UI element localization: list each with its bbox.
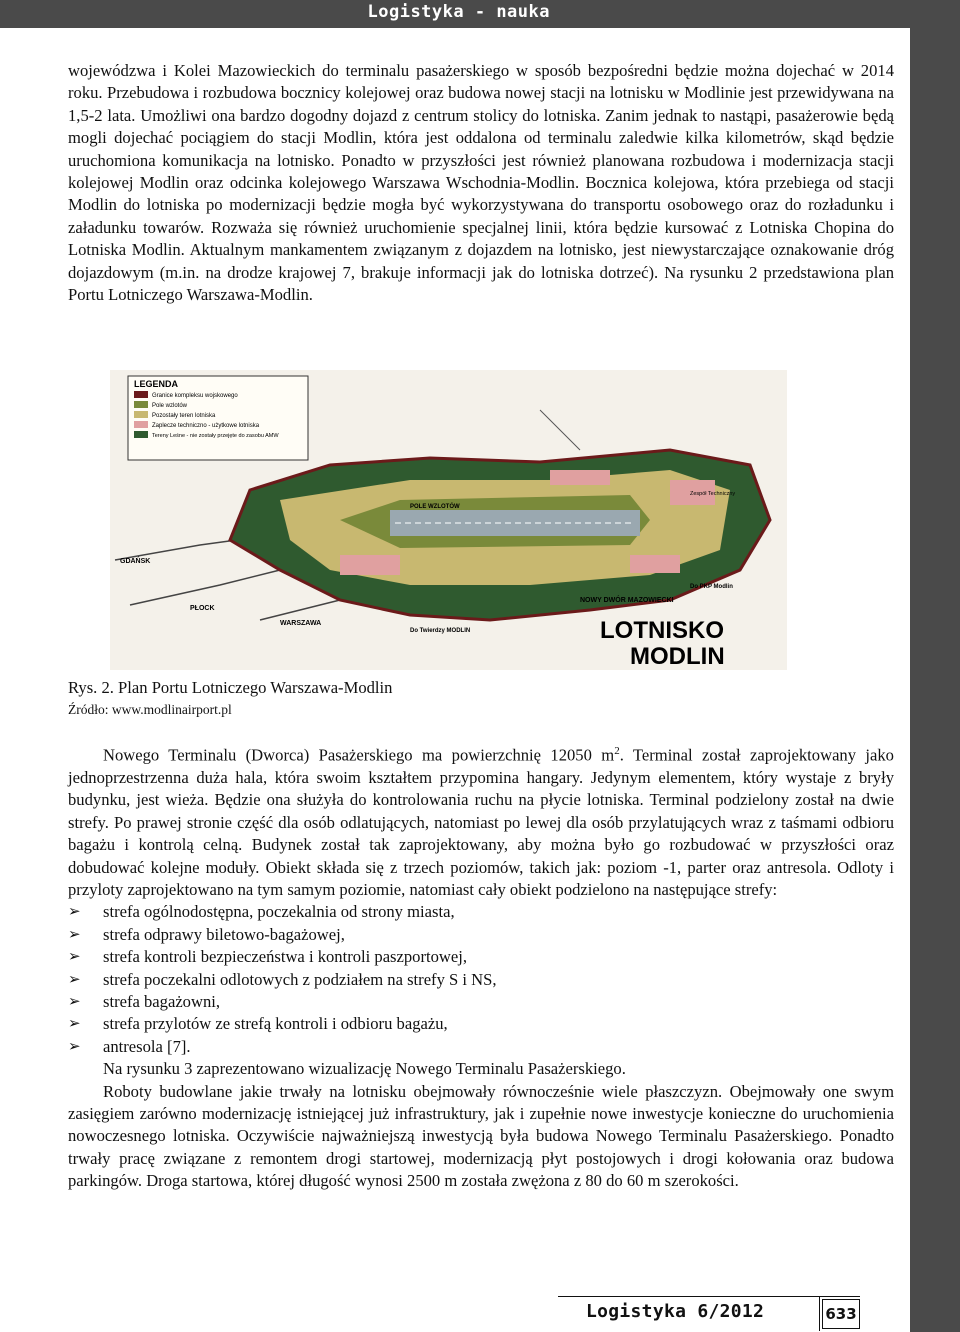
legend-swatch-0 [134, 391, 148, 398]
label-pkp: Do PKP Modlin [690, 584, 733, 590]
zones-list [68, 901, 894, 1058]
tech-zone-1 [340, 555, 400, 575]
arrow-bullet-icon: ➢ [68, 1038, 81, 1055]
list-item: ➢ strefa przylotów ze strefą kontroli i odbioru bagażu, [68, 1013, 894, 1035]
tech-zone-4 [630, 555, 680, 573]
legend-swatch-3 [134, 421, 148, 428]
arrow-bullet-icon: ➢ [68, 1016, 81, 1033]
terminal-text-part2: . Terminal został zaprojektowany jako jednoprzestrzenna duża hala, która swoim kształtem przypomina hangary. Jedynym elementem, który wystaje z bryły budynku, jest wieża. Będzie ona służyła do kontrolowania ruchu na płycie lotniska. Terminal podzielony został na dwie strefy. Po prawej stronie część dla osób odlatujących, natomiast po lewej dla osób przylatujących wraz z taśmami odbioru bagażu i kontrolą celną. Budynek został tak zaprojektowany, aby można było go rozbudować w przyszłości oraz dobudować kolejne moduły. Obiekt składa się z trzech poziomów, takich jak: poziom -1, parter oraz antresola. Odloty i przyloty zaprojektowano na tym samym poziomie, natomiast cały obiekt podzielono na następujące strefy: [68, 745, 894, 899]
journal-title: Logistyka - nauka [367, 2, 550, 22]
footer-divider [819, 1297, 820, 1331]
runway-label: POLE WZLOTÓW [410, 504, 460, 510]
plan-title-line2: MODLIN [630, 643, 725, 670]
final-paragraph: Roboty budowlane jakie trwały na lotnisku obejmowały równocześnie wiele płaszczyzn. Obejmowały one swym zasięgiem zarówno modernizację istniejącej już infrastruktury, jak i zupełnie nowe inwestycje konieczne do uruchomienia nowoczesnego lotniska. Oczywiście najważniejszą inwestycją była budowa Nowego Terminalu Pasażerskiego. Ponadto trwały pracę związane z remontem drogi startowej, modernizacją płyt postojowych i drogi kołowania oraz budowa parkingów. Droga startowa, której długość wynosi 2500 m została zwężona z 80 do 60 m szerokości. [68, 1081, 894, 1191]
list-item: ➢ strefa ogólnodostępna, poczekalnia od strony miasta, [68, 901, 894, 923]
superscript-2: 2 [614, 745, 620, 757]
terminal-text-part1: Nowego Terminalu (Dworca) Pasażerskiego ma powierzchnię 12050 m [103, 745, 615, 765]
label-twierdza: Do Twierdzy MODLIN [410, 628, 471, 634]
legend-label-3: Zaplecze techniczno - użytkowe lotniska [152, 423, 260, 429]
terminal-paragraph [68, 740, 894, 901]
figure-caption: Rys. 2. Plan Portu Lotniczego Warszawa-Modlin [68, 678, 393, 697]
intro-paragraph: wojewódzwa i Kolei Mazowieckich do terminalu pasażerskiego w sposób bezpośredni będzie można dojechać w 2014 roku. Przebudowa i rozbudowa bocznicy kolejowej oraz budowa nowej stacji na lotnisku w Modlinie jest przewidywana na 1,5-2 lata. Umożliwi ona bardzo dogodny dojazd z centrum stolicy do lotniska. Zanim jednak to nastąpi, pasażerowie będą mogli dojechać pociągiem do stacji Modlin, która jest oddalona od terminalu zaledwie kilka kilometrów, skąd będzie uruchomiona komunikacja na lotnisko. Ponadto w przyszłości jest również planowana rozbudowa i modernizacja stacji kolejowej Modlin oraz odcinka kolejowego Warszawa Wschodnia-Modlin. Bocznica kolejowa, która przebiega od stacji Modlin do lotniska po modernizacji będzie mogła być wykorzystywana do transportu osobowego oraz do rozładunku i załadunku towarów. Rozważa się również uruchomienie specjalnej linii, która będzie kursować z Lotniska Chopina do Lotniska Modlin. Aktualnym mankamentem związanym z dojazdem na lotnisko, jest niewystarczające oznakowanie dróg dojazdowym (m.in. na drodze krajowej 7, brakuje informacji jak do lotniska dotrzeć). Na rysunku 2 przedstawiona plan Portu Lotniczego Warszawa-Modlin. [68, 61, 894, 305]
legend-label-0: Granice kompleksu wojskowego [152, 393, 238, 399]
list-item: ➢ antresola [7]. [68, 1036, 894, 1058]
plan-title-line1: LOTNISKO [600, 617, 724, 644]
legend-swatch-4 [134, 431, 148, 438]
legend-label-2: Pozostały teren lotniska [152, 413, 216, 419]
label-technical: Zespół Techniczny [690, 491, 736, 497]
legend-swatch-1 [134, 401, 148, 408]
side-bar [910, 28, 960, 1332]
label-nowy-dwor: NOWY DWÓR MAZOWIECKI [580, 597, 674, 604]
arrow-bullet-icon: ➢ [68, 904, 81, 921]
legend-swatch-2 [134, 411, 148, 418]
list-item: ➢ strefa bagażowni, [68, 991, 894, 1013]
tech-zone-2 [550, 470, 610, 485]
list-item: ➢ strefa poczekalni odlotowych z podziałem na strefy S i NS, [68, 969, 894, 991]
airport-plan-figure [110, 370, 787, 670]
list-item: ➢ strefa odprawy biletowo-bagażowej, [68, 924, 894, 946]
list-item: ➢ strefa kontroli bezpieczeństwa i kontroli paszportowej, [68, 946, 894, 968]
label-warszawa: WARSZAWA [280, 620, 322, 627]
arrow-bullet-icon: ➢ [68, 949, 81, 966]
label-plock: PŁOCK [190, 605, 215, 612]
legend-label-4: Tereny Leśne - nie zostały przejęte do zasobu AMW [152, 433, 279, 439]
figure-source: Źródło: www.modlinairport.pl [68, 702, 232, 717]
header-bar [0, 0, 960, 28]
arrow-bullet-icon: ➢ [68, 971, 81, 988]
page-number: 633 [822, 1299, 860, 1329]
page-footer [558, 1296, 860, 1331]
label-gdansk: GDAŃSK [120, 558, 151, 565]
legend-label-1: Pole wzlotów [152, 403, 188, 409]
legend-title: LEGENDA [134, 379, 179, 389]
body-section [68, 740, 894, 1193]
arrow-bullet-icon: ➢ [68, 994, 81, 1010]
footer-issue: Logistyka 6/2012 [586, 1301, 765, 1322]
arrow-bullet-icon: ➢ [68, 926, 81, 943]
fig3-sentence: Na rysunku 3 zaprezentowano wizualizację Nowego Terminalu Pasażerskiego. [103, 1059, 626, 1079]
